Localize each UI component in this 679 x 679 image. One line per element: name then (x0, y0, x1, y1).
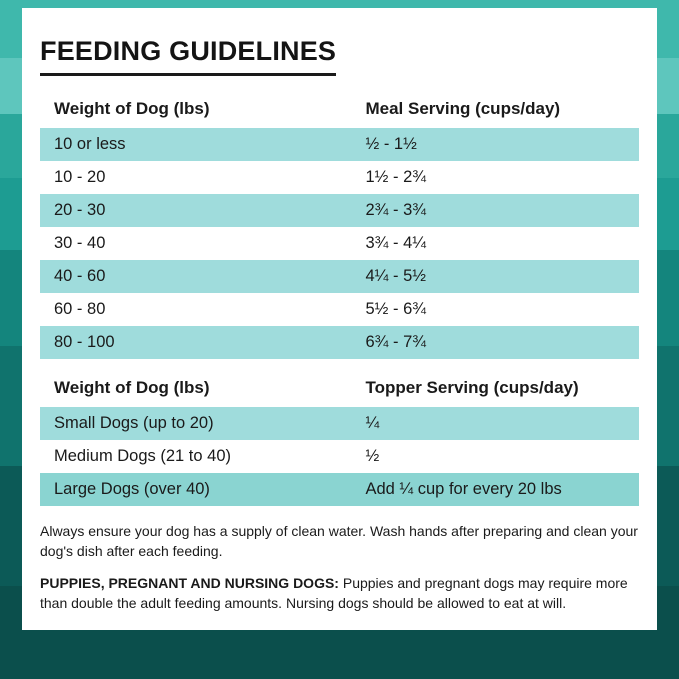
notes-section (22, 522, 657, 614)
topper-table-container (22, 369, 657, 506)
meal-row-6-serving: 6¾ - 7¾ (351, 326, 639, 359)
topper-row-1-serving: ½ (351, 440, 639, 473)
meal-row-4-serving: 4¼ - 5½ (351, 260, 639, 293)
water-note: Always ensure your dog has a supply of clean water. Wash hands after preparing and clean your dog's dish after each feeding. (40, 523, 638, 559)
table-row (40, 161, 639, 194)
topper-table-header-serving: Topper Serving (cups/day) (351, 369, 639, 407)
guidelines-card (22, 8, 657, 630)
meal-row-2-serving: 2¾ - 3¾ (351, 194, 639, 227)
meal-row-5-serving: 5½ - 6¾ (351, 293, 639, 326)
puppies-note (40, 574, 639, 614)
meal-row-0-serving: ½ - 1½ (351, 128, 639, 161)
table-row (40, 473, 639, 506)
topper-row-2-weight: Large Dogs (over 40) (40, 473, 351, 506)
meal-table-container (22, 90, 657, 359)
meal-serving-table (40, 90, 639, 359)
meal-table-header-weight: Weight of Dog (lbs) (40, 90, 351, 128)
meal-row-4-weight: 40 - 60 (40, 260, 351, 293)
table-row (40, 194, 639, 227)
topper-row-2-serving: Add ¼ cup for every 20 lbs (351, 473, 639, 506)
meal-row-6-weight: 80 - 100 (40, 326, 351, 359)
meal-table-header-serving: Meal Serving (cups/day) (351, 90, 639, 128)
meal-row-3-serving: 3¾ - 4¼ (351, 227, 639, 260)
topper-table-header-weight: Weight of Dog (lbs) (40, 369, 351, 407)
page-title: FEEDING GUIDELINES (40, 36, 336, 76)
meal-row-1-serving: 1½ - 2¾ (351, 161, 639, 194)
table-row (40, 293, 639, 326)
table-row (40, 260, 639, 293)
table-row (40, 128, 639, 161)
puppies-note-label: PUPPIES, PREGNANT AND NURSING DOGS: (40, 574, 339, 591)
table-row (40, 326, 639, 359)
table-row (40, 407, 639, 440)
meal-row-1-weight: 10 - 20 (40, 161, 351, 194)
meal-row-0-weight: 10 or less (40, 128, 351, 161)
meal-row-2-weight: 20 - 30 (40, 194, 351, 227)
meal-row-5-weight: 60 - 80 (40, 293, 351, 326)
meal-row-3-weight: 30 - 40 (40, 227, 351, 260)
puppies-note-text: Puppies and pregnant dogs may require more than double the adult feeding amounts. Nursing dogs should be allowed to eat at will. (40, 574, 628, 611)
table-header-row (40, 90, 639, 128)
topper-serving-table (40, 369, 639, 506)
table-header-row (40, 369, 639, 407)
topper-row-0-weight: Small Dogs (up to 20) (40, 407, 351, 440)
table-row (40, 440, 639, 473)
topper-row-0-serving: ¼ (351, 407, 639, 440)
card-header (22, 32, 657, 76)
table-row (40, 227, 639, 260)
topper-row-1-weight: Medium Dogs (21 to 40) (40, 440, 351, 473)
